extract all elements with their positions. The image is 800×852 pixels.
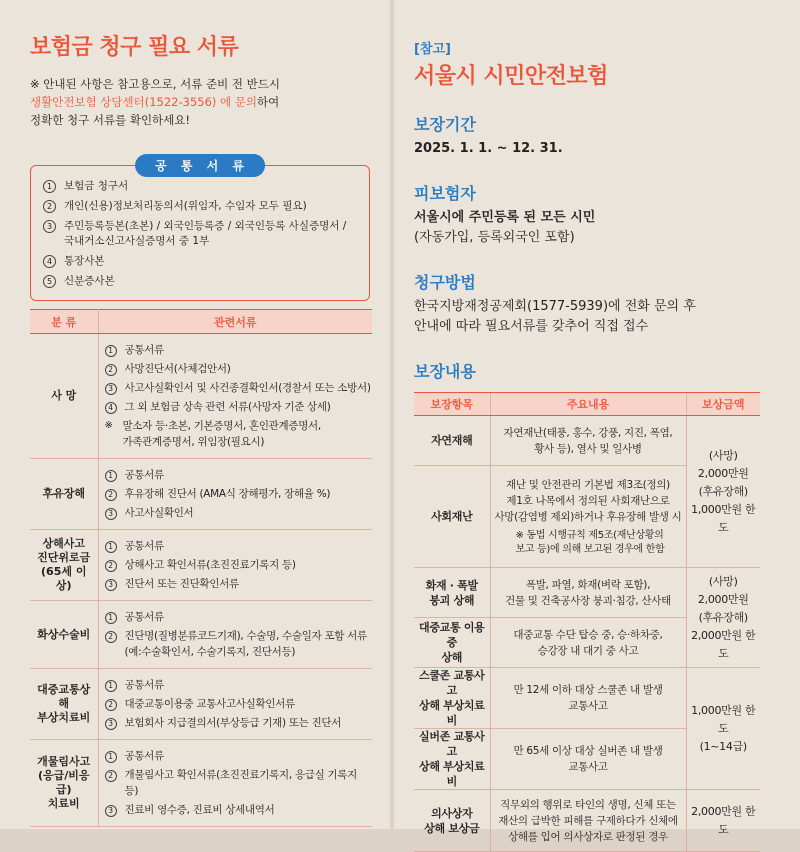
doc-text <box>125 538 164 554</box>
doc-item <box>105 696 373 712</box>
text-line: 실버존 교통사고 <box>419 730 485 758</box>
reference-mark: ※ <box>104 420 113 431</box>
text-line: 1,000만원 한도 <box>691 703 756 735</box>
doc-item <box>105 467 373 483</box>
circled-number-icon: 3 <box>105 579 117 591</box>
docs-category <box>30 334 98 459</box>
doc-item <box>105 609 373 625</box>
doc-item <box>105 748 373 764</box>
doc-item <box>105 418 373 450</box>
notice-line-3: 정확한 청구 서류를 확인하세요! <box>30 113 190 127</box>
text-line: 대중교통이용중 교통사고사실확인서류 <box>124 698 295 710</box>
circled-number-icon: 3 <box>105 805 117 817</box>
docs-table-row <box>30 601 372 669</box>
right-panel <box>394 0 800 843</box>
text-line: 개인(신용)정보처리동의서(위임자, 수임자 모두 필요) <box>64 200 307 212</box>
docs-table-row <box>30 530 372 601</box>
period-heading: 보장기간 <box>414 115 476 134</box>
docs-category <box>30 740 98 827</box>
text-line: 공통서류 <box>124 611 164 623</box>
text-line: 만 12세 이하 대상 스쿨존 내 발생 <box>513 684 663 696</box>
circled-number-icon: 2 <box>105 631 117 643</box>
text-line: (후유장해) <box>698 610 748 624</box>
number-wrap <box>105 486 125 502</box>
doc-item <box>105 767 373 799</box>
text-line: 상해 부상치료비 <box>419 760 485 788</box>
common-doc-item <box>43 219 359 249</box>
text-line: 붕괴 상해 <box>429 593 475 607</box>
text-line: 공통서류 <box>124 540 164 552</box>
common-doc-text <box>64 254 105 269</box>
doc-text <box>125 609 164 625</box>
common-doc-item <box>43 199 359 214</box>
text-line: 말소자 등·초본, 기본증명서, 혼인관계증명서, <box>122 420 321 432</box>
text-line: 2,000만원 한도 <box>691 804 756 836</box>
text-line: 후유장해 <box>42 487 85 500</box>
text-line: 공통서류 <box>124 679 164 691</box>
common-doc-item <box>43 179 359 194</box>
circled-number-icon: 1 <box>105 541 117 553</box>
circled-number-icon: 2 <box>105 489 117 501</box>
doc-item <box>105 576 373 592</box>
text-line: 자연재난(태풍, 홍수, 강풍, 지진, 폭염, <box>503 426 673 439</box>
text-line: 재난 및 안전관리 기본법 제3조(정의) <box>506 478 670 491</box>
coverage-header-amount: 보상금액 <box>686 393 760 416</box>
notice-line-2-rest: 하여 <box>257 95 280 109</box>
docs-list <box>98 669 372 740</box>
circled-number-icon: 3 <box>105 718 117 730</box>
left-panel <box>0 0 390 829</box>
docs-list <box>98 601 372 669</box>
coverage-desc-social-note <box>511 529 664 557</box>
number-wrap <box>43 199 64 214</box>
text-line: 상해사고 확인서류(초진진료기록지 등) <box>124 559 296 571</box>
doc-item <box>105 715 373 731</box>
text-line: 부상치료비 <box>37 711 91 724</box>
coverage-amount-d <box>686 790 760 852</box>
text-line: 치료비 <box>47 797 80 810</box>
doc-text <box>123 418 321 450</box>
insured-heading: 피보험자 <box>414 184 476 203</box>
text-line: (사망) <box>708 574 738 588</box>
text-line: ※ 동법 시행규칙 제5조(재난상황의 <box>515 529 664 541</box>
doc-text <box>125 628 367 660</box>
right-title: 서울시 시민안전보험 <box>414 64 608 89</box>
left-title: 보험금 청구 필요 서류 <box>30 35 239 60</box>
insured-line-2: (자동가입, 등록외국인 포함) <box>414 230 575 245</box>
doc-text <box>125 748 164 764</box>
coverage-desc-transit <box>490 618 686 668</box>
number-wrap <box>105 342 125 358</box>
coverage-item-silverzone <box>414 729 490 790</box>
claim-line-1: 한국지방재정공제회(1577-5939)에 전화 문의 후 <box>414 299 696 314</box>
coverage-desc-natural <box>490 416 686 466</box>
text-line: 개물림사고 <box>37 755 91 768</box>
text-line: 승강장 내 대기 중 사고 <box>537 644 639 657</box>
insured-line-1: 서울시에 주민등록 된 모든 시민 <box>414 210 596 225</box>
number-wrap <box>105 715 125 731</box>
text-line: 의사상자 <box>431 806 473 820</box>
number-wrap <box>105 399 125 415</box>
circled-number-icon: 1 <box>105 612 117 624</box>
text-line: 2,000만원 <box>697 592 749 606</box>
number-wrap <box>105 609 125 625</box>
text-line: 보험회사 지급결의서(부상등급 기재) 또는 진단서 <box>124 717 342 729</box>
text-line: 공통서류 <box>124 344 164 356</box>
docs-list <box>98 740 372 827</box>
text-line: 사망진단서(사체검안서) <box>124 363 231 375</box>
coverage-header-content: 주요내용 <box>490 393 686 416</box>
text-line: (후유장해) <box>698 484 748 498</box>
text-line: 대중교통상해 <box>37 683 91 710</box>
text-line: 교통사고 <box>568 700 608 712</box>
common-doc-text <box>64 274 115 289</box>
claim-body <box>414 297 780 337</box>
doc-item <box>105 361 373 377</box>
doc-item <box>105 505 373 521</box>
circled-number-icon: 4 <box>43 255 56 268</box>
number-wrap <box>105 677 125 693</box>
text-line: 1,000만원 한도 <box>691 502 756 534</box>
text-line: 황사 등), 열사 및 일사병 <box>534 442 642 455</box>
notice-line-2 <box>30 93 372 111</box>
text-line: 폭발, 파열, 화재(벼락 포함), <box>525 578 651 591</box>
doc-text <box>125 486 331 502</box>
circled-number-icon: 2 <box>43 200 56 213</box>
text-line: (예:수술확인서, 수술기록지, 진단서등) <box>124 646 296 658</box>
doc-text <box>125 467 164 483</box>
docs-header-docs: 관련서류 <box>98 310 372 334</box>
text-line: 화상수술비 <box>37 627 91 641</box>
number-wrap <box>105 380 125 396</box>
text-line: 사고사실확인서 <box>124 507 194 519</box>
doc-item <box>105 342 373 358</box>
docs-list <box>98 459 372 530</box>
reference-tag: [참고] <box>414 42 451 57</box>
coverage-amount-a <box>686 416 760 568</box>
text-line: 통장사본 <box>64 255 105 267</box>
text-line: 그 외 보험금 상속 관련 서류(사망자 기준 상세) <box>124 401 331 413</box>
coverage-item-righteous <box>414 790 490 852</box>
doc-text <box>125 576 239 592</box>
coverage-item-transit <box>414 618 490 668</box>
doc-text <box>125 505 194 521</box>
text-line: 상해 보상금 <box>424 821 480 835</box>
circled-number-icon: 1 <box>105 751 117 763</box>
notice-line-1: ※ 안내된 사항은 참고용으로, 서류 준비 전 반드시 <box>30 77 280 91</box>
circled-number-icon: 4 <box>105 402 117 414</box>
doc-text <box>125 677 164 693</box>
docs-table-body <box>30 334 372 827</box>
doc-text <box>125 342 164 358</box>
text-line: 진단서 또는 진단확인서류 <box>124 578 239 590</box>
text-line: 상해를 입어 의사상자로 판정된 경우 <box>508 830 668 843</box>
docs-table-row <box>30 669 372 740</box>
text-line: 사망(감염병 제외)하거나 후유장해 발생 시 <box>494 510 682 523</box>
common-doc-item <box>43 254 359 269</box>
text-line: 개물림사고 확인서류(초진진료기록지, 응급실 기록지 등) <box>124 769 357 797</box>
text-line: 제1호 나목에서 정의된 사회재난으로 <box>506 494 670 507</box>
text-line: 공통서류 <box>124 469 164 481</box>
coverage-item-fire <box>414 568 490 618</box>
text-line: 재산의 급박한 피해를 구제하다가 신체에 <box>498 814 678 827</box>
docs-category <box>30 530 98 601</box>
text-line: 상해 <box>441 651 463 664</box>
text-line: 만 65세 이상 대상 실버존 내 발생 <box>513 745 663 757</box>
number-wrap <box>105 767 125 799</box>
text-line: (1~14급) <box>699 739 747 753</box>
text-line: 진단위로금 <box>37 551 91 564</box>
number-wrap <box>43 219 64 249</box>
common-doc-item <box>43 274 359 289</box>
number-wrap <box>43 179 64 194</box>
coverage-amount-b <box>686 568 760 668</box>
text-line: 직무외의 행위로 타인의 생명, 신체 또는 <box>500 798 676 811</box>
circled-number-icon: 1 <box>105 345 117 357</box>
coverage-item-schoolzone <box>414 668 490 729</box>
text-line: 공통서류 <box>124 750 164 762</box>
docs-table <box>30 309 372 827</box>
coverage-table <box>414 392 760 852</box>
circled-number-icon: 2 <box>105 560 117 572</box>
doc-item <box>105 399 373 415</box>
circled-number-icon: 1 <box>105 470 117 482</box>
text-line: 주민등록등본(초본) / 외국인등록증 / 외국인등록 사실증명서 / <box>64 220 347 232</box>
circled-number-icon: 3 <box>43 220 56 233</box>
text-line: 보고 등)에 의해 보고된 경우에 한함 <box>515 543 665 555</box>
number-wrap <box>105 505 125 521</box>
number-wrap <box>43 274 64 289</box>
text-line: 진료비 영수증, 진료비 상세내역서 <box>124 804 275 816</box>
text-line: (65세 이상) <box>41 565 87 592</box>
coverage-desc-silverzone <box>490 729 686 790</box>
number-wrap <box>43 254 64 269</box>
common-docs-box <box>30 159 370 301</box>
text-line: 사고사실확인서 및 사건종결확인서(경찰서 또는 소방서) <box>124 382 371 394</box>
text-line: 신분증사본 <box>64 275 115 287</box>
text-line: 상해사고 <box>42 537 85 550</box>
circled-number-icon: 2 <box>105 364 117 376</box>
doc-item <box>105 486 373 502</box>
doc-text <box>125 399 331 415</box>
period-value: 2025. 1. 1. ~ 12. 31. <box>414 141 563 156</box>
common-doc-text <box>64 199 307 214</box>
text-line: 대중교통 수단 탑승 중, 승·하차중, <box>513 628 663 641</box>
coverage-item-social <box>414 466 490 568</box>
coverage-desc-social-main <box>491 477 686 525</box>
text-line: 2,000만원 <box>697 466 749 480</box>
notice-highlight: 생활안전보험 상담센터(1522-3556) 에 문의 <box>30 95 258 109</box>
text-line: 상해 부상치료비 <box>419 699 485 727</box>
text-line: 사 망 <box>51 389 77 402</box>
docs-category <box>30 459 98 530</box>
text-line: 대중교통 이용 중 <box>419 621 485 649</box>
text-line: 국내거소신고사실증명서 중 1부 <box>64 235 210 247</box>
circled-number-icon: 2 <box>105 699 117 711</box>
circled-number-icon: 5 <box>43 275 56 288</box>
text-line: (응급/비응급) <box>37 769 90 796</box>
text-line: 사회재난 <box>431 510 473 523</box>
circled-number-icon: 3 <box>105 383 117 395</box>
coverage-heading: 보장내용 <box>414 362 476 381</box>
text-line: 교통사고 <box>568 761 608 773</box>
coverage-header-item: 보장항목 <box>414 393 490 416</box>
doc-item <box>105 677 373 693</box>
text-line: 자연재해 <box>431 434 473 447</box>
number-wrap <box>105 628 125 660</box>
number-wrap <box>105 557 125 573</box>
coverage-amount-c <box>686 668 760 790</box>
doc-item <box>105 557 373 573</box>
docs-category <box>30 601 98 669</box>
doc-text <box>125 361 231 377</box>
docs-header-category: 분 류 <box>30 310 98 334</box>
common-docs-label: 공 통 서 류 <box>135 154 265 177</box>
number-wrap <box>105 361 125 377</box>
number-wrap <box>105 696 125 712</box>
circled-number-icon: 2 <box>105 770 117 782</box>
coverage-desc-fire <box>490 568 686 618</box>
doc-text <box>125 715 342 731</box>
coverage-item-natural <box>414 416 490 466</box>
circled-number-icon: 3 <box>105 508 117 520</box>
notice <box>30 75 372 129</box>
text-line: 2,000만원 한도 <box>691 628 756 660</box>
coverage-desc-social <box>490 466 686 568</box>
docs-category <box>30 669 98 740</box>
docs-list <box>98 334 372 459</box>
number-wrap <box>105 538 125 554</box>
text-line: 보험금 청구서 <box>64 180 129 192</box>
doc-item <box>105 538 373 554</box>
common-doc-text <box>64 219 346 249</box>
coverage-desc-righteous <box>490 790 686 852</box>
text-line: 스쿨존 교통사고 <box>419 669 485 697</box>
circled-number-icon: 1 <box>43 180 56 193</box>
number-wrap <box>105 467 125 483</box>
common-docs-list <box>43 179 359 289</box>
text-line: 건물 및 건축공사장 붕괴·침강, 산사태 <box>505 594 671 607</box>
insured-body <box>414 208 780 248</box>
docs-table-row <box>30 740 372 827</box>
claim-heading: 청구방법 <box>414 273 476 292</box>
text-line: 진단명(질병분류코드기재), 수술명, 수술일자 포함 서류 <box>124 630 367 642</box>
doc-text <box>125 802 275 818</box>
common-doc-text <box>64 179 128 194</box>
text-line: 가족관계증명서, 위임장(필요시) <box>122 436 265 448</box>
claim-line-2: 안내에 따라 필요서류를 갖추어 직접 접수 <box>414 319 649 334</box>
doc-text <box>125 557 296 573</box>
doc-item <box>105 802 373 818</box>
doc-item <box>105 380 373 396</box>
number-wrap <box>105 576 125 592</box>
doc-text <box>125 380 371 396</box>
doc-text <box>125 767 373 799</box>
text-line: 후유장해 진단서 (AMA식 장해평가, 장해율 %) <box>124 488 331 500</box>
circled-number-icon: 1 <box>105 680 117 692</box>
coverage-desc-schoolzone <box>490 668 686 729</box>
docs-table-row <box>30 459 372 530</box>
docs-list <box>98 530 372 601</box>
doc-text <box>125 696 295 712</box>
number-wrap <box>105 802 125 818</box>
number-wrap <box>105 748 125 764</box>
doc-item <box>105 628 373 660</box>
text-line: (사망) <box>708 448 738 462</box>
docs-table-row <box>30 334 372 459</box>
text-line: 화재 · 폭발 <box>425 578 478 592</box>
